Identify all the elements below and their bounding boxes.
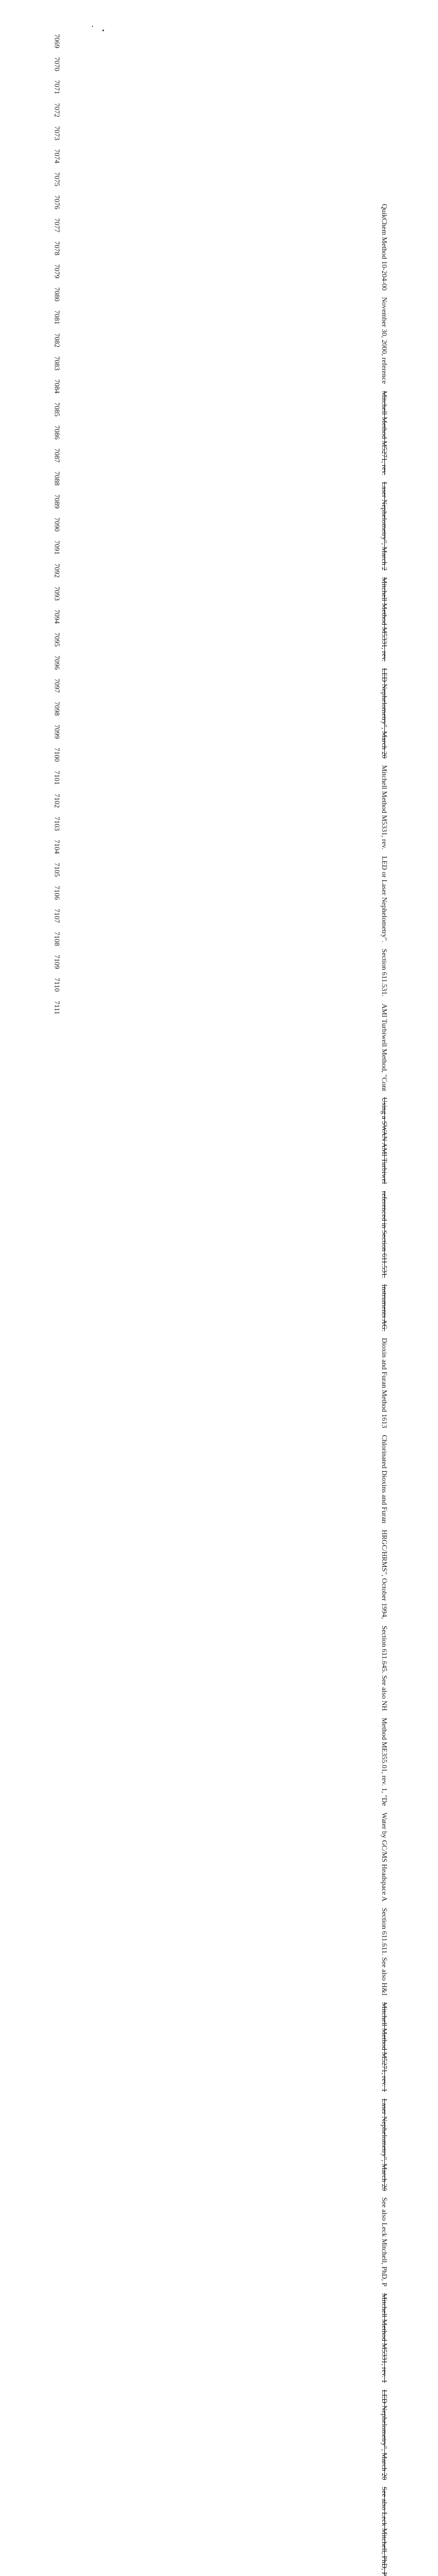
line-number: 7072 <box>53 103 61 117</box>
text-line: November 30, 2000, reference <box>381 297 389 384</box>
line-number: 7085 <box>53 402 61 417</box>
line-number: 7107 <box>53 909 61 923</box>
scan-speck <box>92 26 93 27</box>
line-number: 7086 <box>53 425 61 440</box>
line-number: 7104 <box>53 840 61 854</box>
line-number: 7077 <box>53 218 61 232</box>
struck-text-line: Mitchell Method M5331, rev. <box>381 577 389 662</box>
line-number: 7108 <box>53 932 61 946</box>
line-number: 7078 <box>53 241 61 255</box>
line-number: 7084 <box>53 379 61 394</box>
line-number: 7090 <box>53 517 61 532</box>
struck-text-line: Laser Nephelometry", March 2 <box>381 481 389 571</box>
struck-text-line: Using a SWAN AMI Turbiwel <box>381 1097 389 1184</box>
line-number-column <box>53 34 60 1024</box>
line-number: 7110 <box>53 978 61 992</box>
struck-text-line: See also Leck Mitchell, PhD, P <box>381 2486 389 2576</box>
text-line: Section 611.531. <box>381 949 389 997</box>
text-line: Method ME355.01, rev. 1, "De <box>381 1717 389 1806</box>
line-number: 7089 <box>53 494 61 509</box>
line-number: 7071 <box>53 80 61 94</box>
text-line: LED or Laser Nephelometry". <box>381 856 389 943</box>
line-number: 7088 <box>53 471 61 486</box>
text-line: Water by GC/MS Headspace A <box>381 1812 389 1901</box>
line-number: 7100 <box>53 748 61 762</box>
line-number: 7080 <box>53 287 61 301</box>
text-line: HRGC/HRMS", October 1994, <box>381 1530 389 1620</box>
text-line: See also Leck Mitchell, PhD, P <box>381 2197 389 2287</box>
line-number: 7091 <box>53 540 61 555</box>
text-line: Section 611.645. See also NH <box>381 1626 389 1711</box>
line-number: 7103 <box>53 817 61 831</box>
line-number: 7092 <box>53 563 61 578</box>
line-number: 7096 <box>53 656 61 670</box>
line-number: 7098 <box>53 702 61 716</box>
line-number: 7070 <box>53 57 61 71</box>
line-number: 7075 <box>53 172 61 186</box>
line-number: 7109 <box>53 955 61 969</box>
text-line: Section 611.611. See also H&I <box>381 1907 389 1996</box>
text-line: Chlorinated Dioxins and Furan <box>381 1434 389 1524</box>
line-number: 7087 <box>53 448 61 463</box>
document-text-column <box>381 197 389 2576</box>
line-number: 7099 <box>53 725 61 739</box>
struck-text-line: LED Nephelometry", March 20 <box>381 668 389 759</box>
struck-text-line: LED Nephelometry", March 20 <box>381 2389 389 2480</box>
line-number: 7106 <box>53 886 61 900</box>
struck-text-line: Instruments AG. <box>381 1284 389 1332</box>
scan-speck <box>102 30 104 31</box>
line-number: 7081 <box>53 310 61 324</box>
line-number: 7095 <box>53 632 61 647</box>
line-number: 7093 <box>53 586 61 601</box>
line-number: 7083 <box>53 356 61 371</box>
line-number: 7073 <box>53 126 61 140</box>
line-number: 7079 <box>53 264 61 278</box>
line-number: 7101 <box>53 771 61 785</box>
struck-text-line: Mitchell Method M5271, rev. <box>381 390 389 475</box>
line-number: 7097 <box>53 679 61 693</box>
line-number: 7082 <box>53 333 61 347</box>
line-number: 7102 <box>53 794 61 808</box>
text-line: QuikChem Method 10-204-00 <box>381 204 389 291</box>
text-line: Dioxin and Furan Method 1613 <box>381 1338 389 1428</box>
line-number: 7076 <box>53 195 61 209</box>
struck-text-line: Laser Nephelometry", March 20 <box>381 2098 389 2191</box>
text-line: Mitchell Method M5331, rev. <box>381 765 389 850</box>
struck-text-line: referenced in Section 611.531. <box>381 1190 389 1278</box>
struck-text-line: Mitchell Method M5331, rev. 1 <box>381 2293 389 2383</box>
line-number: 7105 <box>53 863 61 877</box>
line-number: 7074 <box>53 149 61 163</box>
line-number: 7069 <box>53 34 61 48</box>
line-number: 7094 <box>53 609 61 624</box>
line-number: 7111 <box>53 1001 61 1015</box>
text-line: AMI Turbiwell Method, "Cont <box>381 1003 389 1091</box>
struck-text-line: Mitchell Method M5271, rev. 1 <box>381 2002 389 2092</box>
